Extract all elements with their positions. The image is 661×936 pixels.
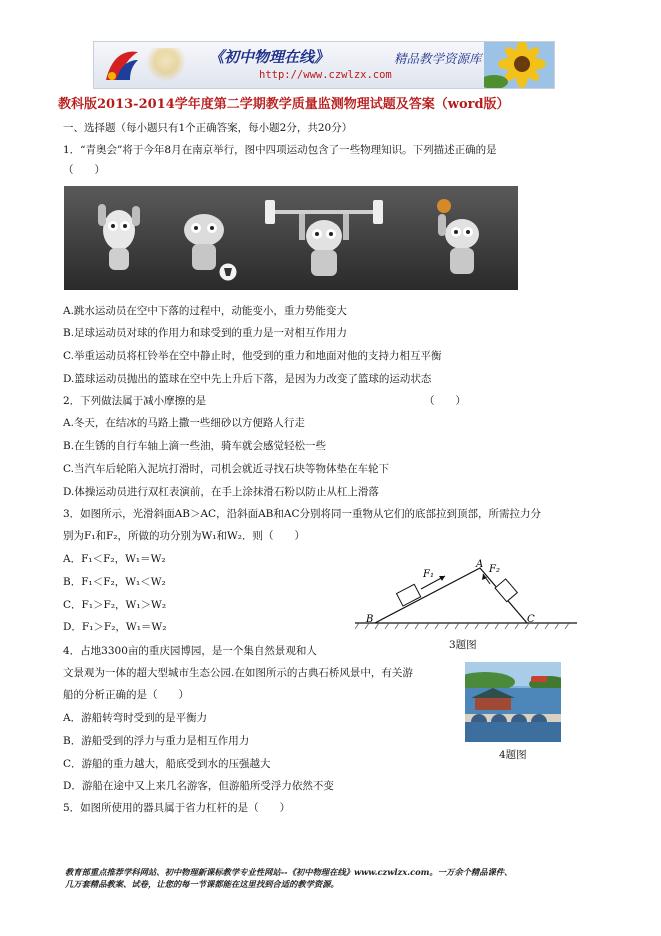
q3-stem-line1: 3．如图所示，光滑斜面AB＞AC，沿斜面AB和AC分别将同一重物从它们的底部拉到顶部，所需拉力分 xyxy=(63,508,542,520)
q4-stem-line3: 船的分析正确的是（ ） xyxy=(63,689,189,701)
q1-option-b: B.足球运动员对球的作用力和球受到的重力是一对相互作用力 xyxy=(63,327,348,339)
q3-option-b: B．F₁＜F₂，W₁＜W₂ xyxy=(63,576,166,588)
q3-incline-figure xyxy=(355,556,580,636)
q1-option-a: A.跳水运动员在空中下落的过程中，动能变小，重力势能变大 xyxy=(63,305,347,317)
q2-stem: 2．下列做法属于减小摩擦的是 xyxy=(63,395,207,407)
q2-option-d: D.体操运动员进行双杠表演前，在手上涂抹滑石粉以防止从杠上滑落 xyxy=(63,486,379,498)
banner-url[interactable]: http://www.czwlzx.com xyxy=(259,69,392,81)
q2-option-a: A.冬天，在结冰的马路上撒一些细砂以方便路人行走 xyxy=(63,417,305,429)
q3-option-d: D．F₁＞F₂，W₁＝W₂ xyxy=(63,621,167,633)
document-title: 教科版2013-2014学年度第二学期教学质量监测物理试题及答案（word版） xyxy=(58,97,510,112)
q2-option-c: C.当汽车后轮陷入泥坑打滑时，司机会就近寻找石块等物体垫在车轮下 xyxy=(63,463,389,475)
q3-figure-caption: 3题图 xyxy=(449,639,477,651)
q4-option-d: D．游船在途中又上来几名游客，但游船所受浮力依然不变 xyxy=(63,780,334,792)
page-footer xyxy=(65,866,605,890)
sunflower-icon xyxy=(484,42,554,88)
q2-bracket: （ ） xyxy=(424,395,466,407)
q4-option-c: C．游船的重力越大，船底受到水的压强越大 xyxy=(63,758,271,770)
q1-option-c: C.举重运动员将杠铃举在空中静止时，他受到的重力和地面对他的支持力相互平衡 xyxy=(63,350,442,362)
q3-label-f2: F₂ xyxy=(489,564,500,575)
q3-option-a: A．F₁＜F₂，W₁＝W₂ xyxy=(63,553,166,565)
q3-option-c: C．F₁＞F₂，W₁＞W₂ xyxy=(63,599,167,611)
q2-option-b: B.在生锈的自行车轴上滴一些油，骑车就会感觉轻松一些 xyxy=(63,440,327,452)
q1-option-d: D.篮球运动员抛出的篮球在空中先上升后下落，是因为力改变了篮球的运动状态 xyxy=(63,373,432,385)
q3-label-f1: F₁ xyxy=(423,569,434,580)
q4-figure-caption: 4题图 xyxy=(499,749,527,761)
q3-stem-line2: 别为F₁和F₂，所做的功分别为W₁和W₂．则（ ） xyxy=(63,530,305,542)
q3-label-b: B xyxy=(366,614,374,625)
q3-label-c: C xyxy=(527,614,535,625)
site-logo-icon xyxy=(102,46,142,84)
site-banner xyxy=(93,41,555,89)
q4-stem-line2: 文景观为一体的超大型城市生态公园.在如图所示的古典石桥风景中，有关游 xyxy=(63,667,413,679)
q4-bridge-photo xyxy=(465,662,561,742)
q1-sports-mascots-photo xyxy=(64,186,518,290)
footer-line-2: 几万套精品教案、试卷，让您的每一节课都能在这里找到合适的教学资源。 xyxy=(65,879,339,889)
q3-label-a: A xyxy=(476,559,484,570)
q4-option-a: A．游船转弯时受到的是平衡力 xyxy=(63,712,208,724)
q4-stem-line1: 4．占地3300亩的重庆园博园，是一个集自然景观和人 xyxy=(63,645,317,657)
banner-subtitle: 精品教学资源库 xyxy=(394,51,482,66)
section-heading: 一、选择题（每小题只有1个正确答案，每小题2分，共20分） xyxy=(63,122,353,134)
banner-title: 《初中物理在线》 xyxy=(209,48,330,66)
q5-stem: 5．如图所使用的器具属于省力杠杆的是（ ） xyxy=(63,802,291,814)
footer-line-1: 教育部重点推荐学科网站、初中物理新课标教学专业性网站--《初中物理在线》www.czwlzx.com。一万余个精品课件、 xyxy=(65,867,513,877)
q1-stem: 1．“青奥会”将于今年8月在南京举行，图中四项运动包含了一些物理知识。下列描述正确的是 xyxy=(63,144,497,156)
banner-glow xyxy=(146,48,186,82)
q1-bracket: （ ） xyxy=(63,164,105,176)
q4-option-b: B．游船受到的浮力与重力是相互作用力 xyxy=(63,735,250,747)
